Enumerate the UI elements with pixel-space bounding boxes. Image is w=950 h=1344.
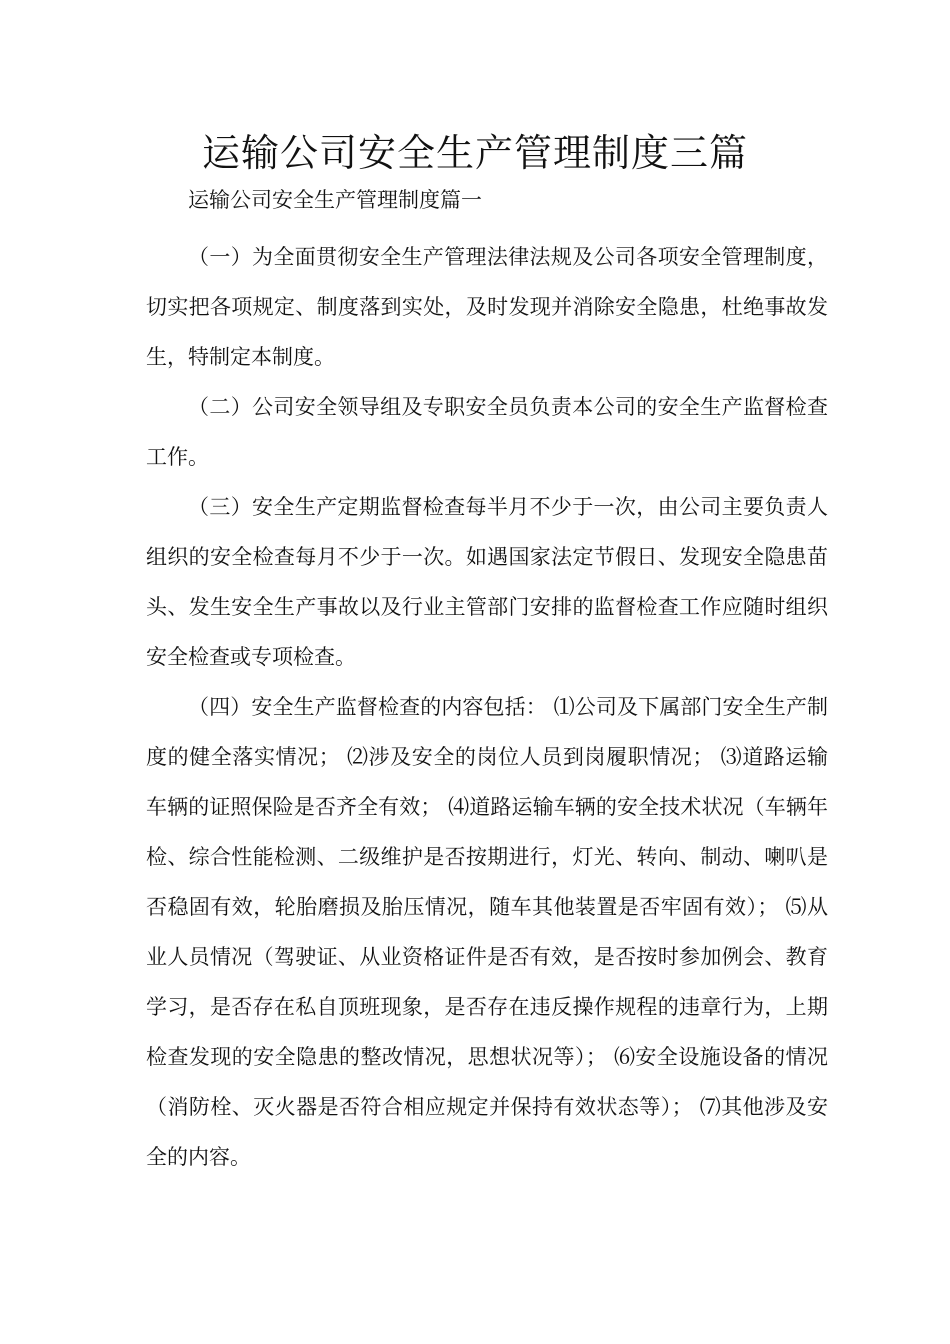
paragraph-1: （一）为全面贯彻安全生产管理法律法规及公司各项安全管理制度，切实把各项规定、制度落到实处，及时发现并消除安全隐患，杜绝事故发生，特制定本制度。 [146, 245, 828, 369]
paragraph-2: （二）公司安全领导组及专职安全员负责本公司的安全生产监督检查工作。 [146, 395, 828, 469]
document-body [146, 232, 828, 1182]
document-subtitle: 运输公司安全生产管理制度篇一 [188, 188, 482, 212]
document-title: 运输公司安全生产管理制度三篇 [201, 131, 748, 175]
paragraph-3: （三）安全生产定期监督检查每半月不少于一次，由公司主要负责人组织的安全检查每月不少于一次。如遇国家法定节假日、发现安全隐患苗头、发生安全生产事故以及行业主管部门安排的监督检查工作应随时组织安全检查或专项检查。 [146, 495, 828, 669]
paragraph-4: （四）安全生产监督检查的内容包括： ⑴公司及下属部门安全生产制度的健全落实情况； ⑵涉及安全的岗位人员到岗履职情况； ⑶道路运输车辆的证照保险是否齐全有效； ⑷道路运输车辆的安全技术状况（车辆年检、综合性能检测、二级维护是否按期进行，灯光、转向、制动、喇叭是否稳固有效，轮胎磨损及胎压情况，随车其他装置是否牢固有效）； ⑸从业人员情况（驾驶证、从业资格证件是否有效，是否按时参加例会、教育学习，是否存在私自顶班现象，是否存在违反操作规程的违章行为，上期检查发现的安全隐患的整改情况，思想状况等）； ⑹安全设施设备的情况（消防栓、灭火器是否符合相应规定并保持有效状态等）； ⑺其他涉及安全的内容。 [146, 695, 828, 1169]
